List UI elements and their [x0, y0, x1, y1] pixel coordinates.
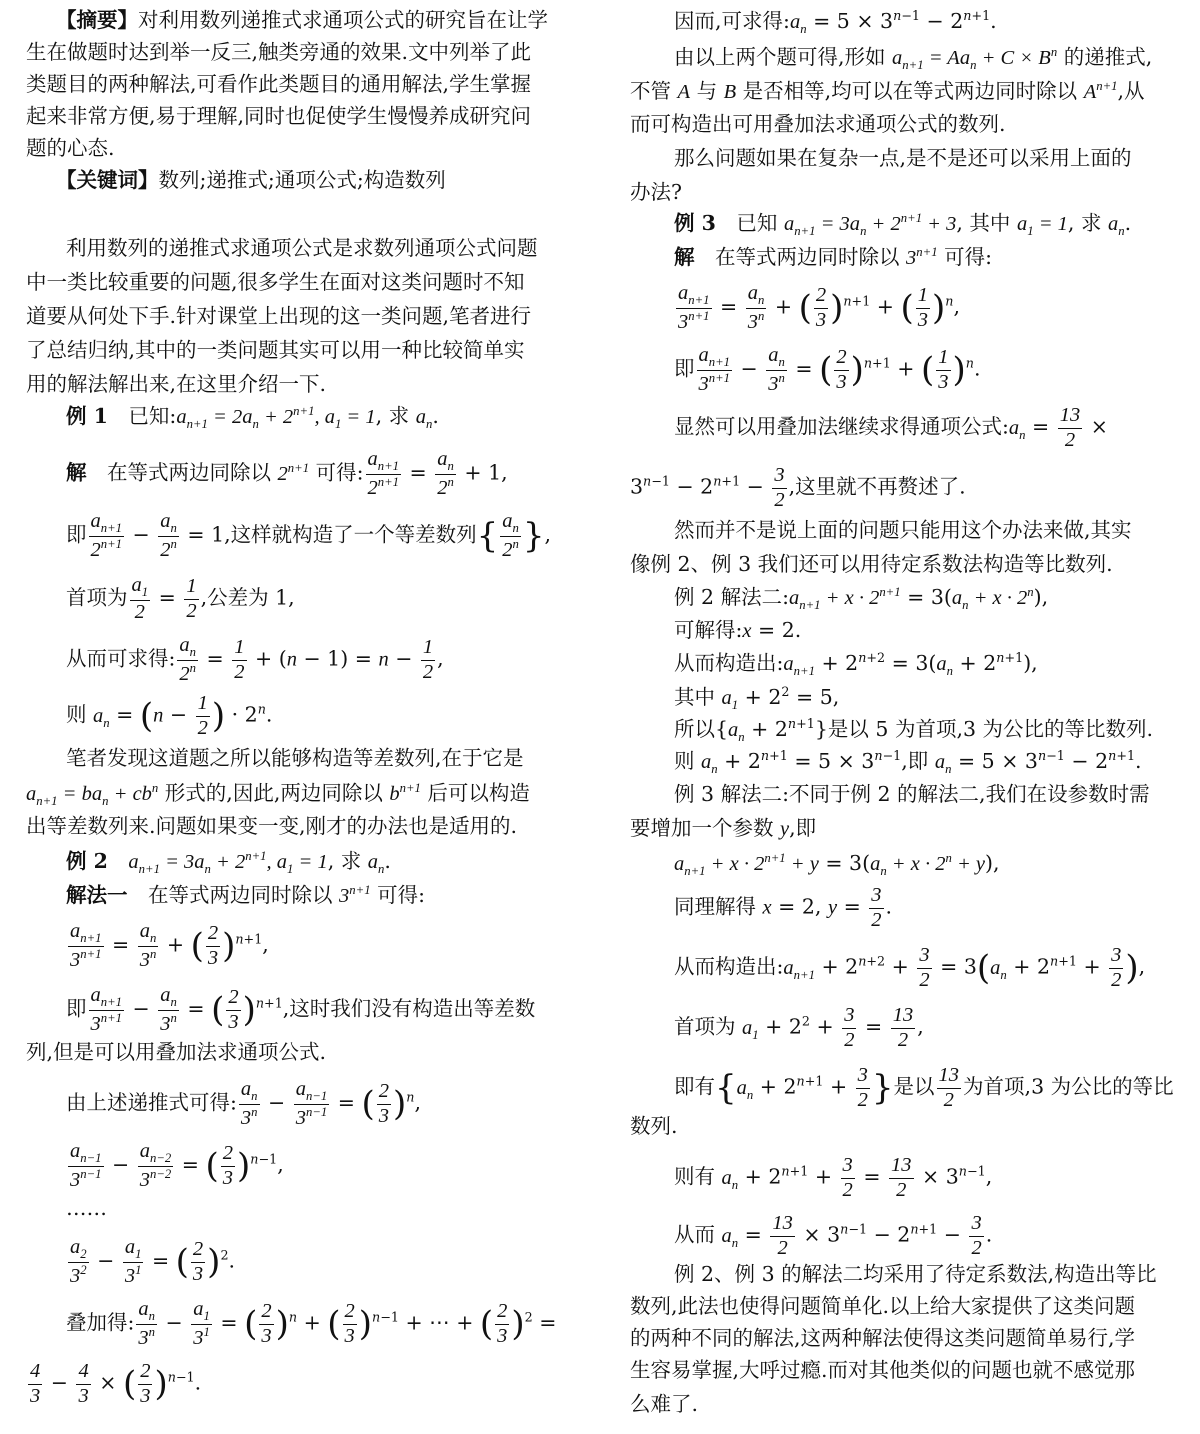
right-line-26: 即有{$a_n + 2^{n+1}$ + $\frac{3}{2}$ }是以 $\frac{13}{2}$ 为首项,3 为公比的等比: [674, 1064, 1174, 1111]
left-line-14: 首项为 $\frac{a_1}{2}$ = $\frac{1}{2}$ ,公差为 1,: [66, 574, 295, 623]
left-line-19: 出等差数列来.问题如果变一变,刚才的办法也是适用的.: [26, 814, 518, 838]
left-line-7: 中一类比较重要的问题,很多学生在面对这类问题时不知: [26, 270, 525, 294]
right-line-24: 从而构造出$:a_{n+1} + 2^{n+2}$ + $\frac{3}{2}$ = $3(a_n + 2^{n+1}$ + $\frac{3}{2}$ ),: [674, 944, 1146, 991]
left-line-13: 即 $\frac{a_{n+1}}{2^{n+1}}$ − $\frac{a_n}{2^n}$ = 1,这样就构造了一个等差数列{ $\frac{a_n}{2^n}$ },: [66, 510, 552, 561]
left-line-16: 则 $a_n = (n$ − $\frac{1}{2}$ ) · $2^n$.: [66, 692, 273, 739]
right-line-1: 由以上两个题可得,形如 $a_{n+1} = Aa_n + C \times B^n$ 的递推式,: [674, 44, 1153, 72]
right-line-14: 例 2 解法二$:a_{n+1} + x \cdot 2^{n+1} = 3(a_n + x \cdot 2^n)$,: [674, 584, 1049, 612]
right-line-2: 不管 A 与 B 是否相等,均可以在等式两边同时除以 $A^{n+1}$,从: [630, 78, 1145, 103]
right-line-10: 显然可以用叠加法继续求得通项公式$:a_n$ = $\frac{13}{2}$ ×: [674, 404, 1108, 451]
left-line-21: 解法一 在等式两边同时除以 $3^{n+1}$ 可得:: [66, 882, 425, 907]
right-line-21: 要增加一个参数 y,即: [630, 816, 817, 840]
right-line-20: 例 3 解法二:不同于例 2 的解法二,我们在设参数时需: [674, 782, 1150, 806]
right-line-22: $a_{n+1} + x \cdot 2^{n+1} + y = 3(a_n + x \cdot 2^n + y)$,: [674, 850, 1000, 878]
left-line-26: $\frac{a_{n-1}}{3^{n-1}}$ − $\frac{a_{n-2}}{3^{n-2}}$ = ( $\frac{2}{3}$ )$^{n-1}$,: [70, 1140, 284, 1191]
left-line-5: 【关键词】数列;递推式;通项公式;构造数列: [56, 168, 446, 192]
right-line-3: 而可构造出可用叠加法求通项公式的数列.: [630, 112, 1006, 136]
left-line-17: 笔者发现这道题之所以能够构造等差数列,在于它是: [66, 746, 524, 770]
left-line-4: 题的心态.: [26, 136, 115, 160]
left-line-28: $\frac{a_2}{3^2}$ − $\frac{a_1}{3^1}$ = ( $\frac{2}{3}$ )$^2$.: [70, 1236, 236, 1287]
left-line-1: 生在做题时达到举一反三,触类旁通的效果.文中列举了此: [26, 40, 532, 64]
left-line-24: 列,但是可以用叠加法求通项公式.: [26, 1040, 327, 1064]
left-line-2: 类题目的两种解法,可看作此类题目的通用解法,学生掌握: [26, 72, 532, 96]
right-line-11: $3^{n-1} - 2^{n+1}$ − $\frac{3}{2}$ ,这里就不再赘述了.: [630, 464, 966, 511]
left-line-23: 即 $\frac{a_{n+1}}{3^{n+1}}$ − $\frac{a_n}{3^n}$ = ( $\frac{2}{3}$ )$^{n+1}$,这时我们没有构造出等差数: [66, 984, 536, 1035]
right-line-5: 办法?: [630, 180, 682, 204]
left-line-20: 例 2 $a_{n+1} = 3a_n + 2^{n+1}$, $a_1 = 1$, 求 $a_n$.: [66, 848, 391, 876]
right-line-9: 即 $\frac{a_{n+1}}{3^{n+1}}$ − $\frac{a_n}{3^n}$ = ( $\frac{2}{3}$ )$^{n+1}$ + ( $\frac{1}{3}$ )$^n$.: [674, 344, 981, 395]
left-line-0: 【摘要】对利用数列递推式求通项公式的研究旨在让学: [56, 8, 548, 32]
right-line-32: 的两种不同的解法,这两种解法使得这类问题简单易行,学: [630, 1326, 1136, 1350]
right-line-16: 从而构造出$:a_{n+1} + 2^{n+2} = 3(a_n + 2^{n+1})$,: [674, 650, 1038, 678]
right-line-25: 首项为 $a_1 + 2^2$ + $\frac{3}{2}$ = $\frac{13}{2}$ ,: [674, 1004, 924, 1051]
right-line-17: 其中 $a_1 + 2^2 = 5$,: [674, 684, 840, 712]
right-line-12: 然而并不是说上面的问题只能用这个办法来做,其实: [674, 518, 1132, 542]
left-line-25: 由上述递推式可得: $\frac{a_n}{3^n}$ − $\frac{a_{n-1}}{3^{n-1}}$ = ( $\frac{2}{3}$ )$^n$,: [66, 1078, 421, 1129]
left-line-22: $\frac{a_{n+1}}{3^{n+1}}$ = $\frac{a_n}{3^n}$ + ( $\frac{2}{3}$ )$^{n+1}$,: [70, 920, 269, 971]
right-line-13: 像例 2、例 3 我们还可以用待定系数法构造等比数列.: [630, 552, 1113, 576]
left-line-10: 用的解法解出来,在这里介绍一下.: [26, 372, 327, 396]
left-line-18: $a_{n+1} = ba_n + cb^n$ 形式的,因此,两边同除以 $b^{n+1}$ 后可以构造: [26, 780, 530, 808]
right-line-28: 则有 $a_n + 2^{n+1}$ + $\frac{3}{2}$ = $\frac{13}{2}$ × $3^{n-1}$,: [674, 1154, 993, 1201]
right-line-27: 数列.: [630, 1114, 678, 1138]
right-line-18: 所以$\{a_n + 2^{n+1}\}$是以 5 为首项,3 为公比的等比数列.: [674, 716, 1154, 744]
right-line-15: 可解得:x = 2.: [674, 618, 802, 642]
right-line-33: 生容易掌握,大呼过瘾.而对其他类似的问题也就不感觉那: [630, 1358, 1136, 1382]
right-line-4: 那么问题如果在复杂一点,是不是还可以采用上面的: [674, 146, 1132, 170]
right-line-34: 么难了.: [630, 1392, 699, 1416]
left-line-6: 利用数列的递推式求通项公式是求数列通项公式问题: [66, 236, 538, 260]
left-line-11: 例 1 已知$:a_{n+1} = 2a_n + 2^{n+1}$, $a_1 = 1$, 求 $a_n$.: [66, 403, 439, 431]
right-line-29: 从而 $a_n$ = $\frac{13}{2}$ × $3^{n-1} - 2^{n+1}$ − $\frac{3}{2}$ .: [674, 1212, 993, 1259]
right-line-31: 数列,此法也使得问题简单化.以上给大家提供了这类问题: [630, 1294, 1136, 1318]
left-line-12: 解 在等式两边同除以 $2^{n+1}$ 可得: $\frac{a_{n+1}}{2^{n+1}}$ = $\frac{a_n}{2^n}$ + 1,: [66, 448, 508, 499]
right-line-8: $\frac{a_{n+1}}{3^{n+1}}$ = $\frac{a_n}{3^n}$ + ( $\frac{2}{3}$ )$^{n+1}$ + ( $\frac{1}{3}$ )$^n$,: [678, 282, 960, 333]
right-line-19: 则 $a_n + 2^{n+1} = 5 \times 3^{n-1}$,即 $a_n = 5 \times 3^{n-1} - 2^{n+1}$.: [674, 748, 1142, 776]
right-line-23: 同理解得 x = 2, y = $\frac{3}{2}$ .: [674, 884, 893, 931]
left-line-3: 起来非常方便,易于理解,同时也促使学生慢慢养成研究问: [26, 104, 532, 128]
right-line-6: 例 3 已知 $a_{n+1} = 3a_n + 2^{n+1} + 3$, 其中 $a_1 = 1$, 求 $a_n$.: [674, 210, 1132, 238]
left-line-8: 道要从何处下手.针对课堂上出现的这一类问题,笔者进行: [26, 304, 532, 328]
left-line-15: 从而可求得: $\frac{a_n}{2^n}$ = $\frac{1}{2}$ + (n − 1) = n − $\frac{1}{2}$ ,: [66, 634, 444, 685]
right-line-0: 因而,可求得$:a_n = 5 \times 3^{n-1} - 2^{n+1}$.: [674, 8, 997, 36]
left-line-29: 叠加得: $\frac{a_n}{3^n}$ − $\frac{a_1}{3^1}$ = ( $\frac{2}{3}$ )$^n$ + ( $\frac{2}{3}$ )$^{n-1}$ + ⋯ + ( $\frac{2}{3}$ )$^2$ =: [66, 1298, 557, 1349]
left-line-30: $\frac{4}{3}$ − $\frac{4}{3}$ × ( $\frac{2}{3}$ )$^{n-1}$.: [30, 1360, 202, 1407]
left-line-9: 了总结归纳,其中的一类问题其实可以用一种比较简单实: [26, 338, 525, 362]
right-line-7: 解 在等式两边同时除以 $3^{n+1}$ 可得:: [674, 244, 992, 269]
left-line-27: ……: [66, 1196, 107, 1220]
right-line-30: 例 2、例 3 的解法二均采用了待定系数法,构造出等比: [674, 1262, 1157, 1286]
